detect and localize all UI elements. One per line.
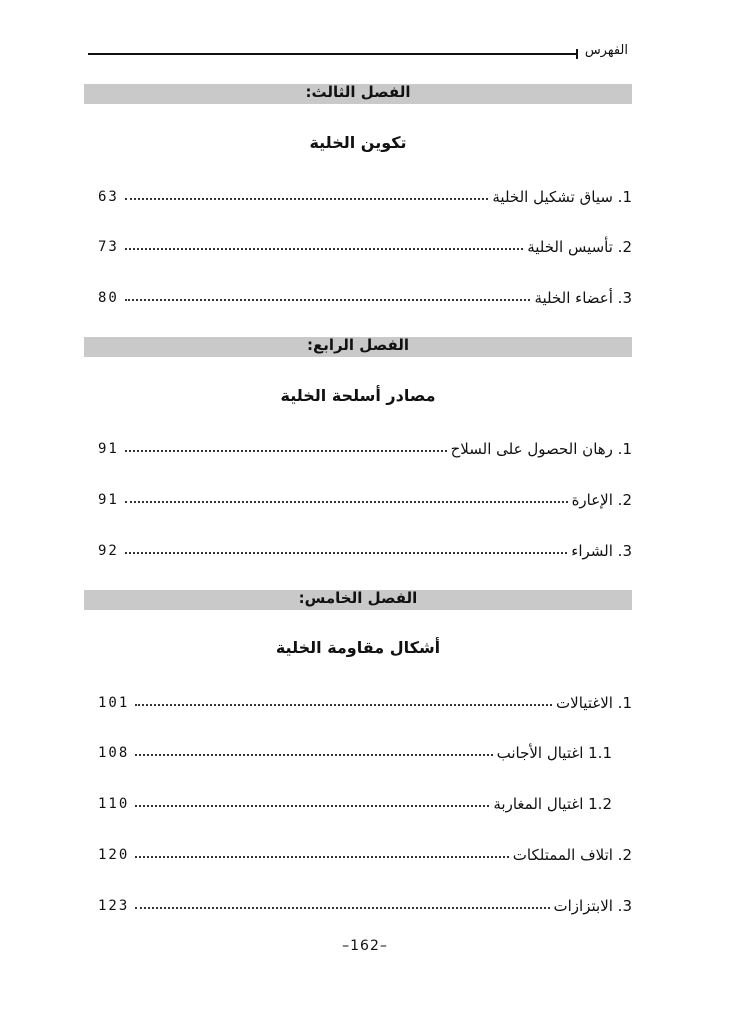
chapter-label: الفصل الثالث: <box>305 83 411 101</box>
toc-entry[interactable] <box>98 891 632 915</box>
toc-entry-title: 2. الإعارة <box>571 491 632 509</box>
toc-page-number: 108 <box>98 745 130 761</box>
chapter-title: أشكال مقاومة الخلية <box>275 638 441 657</box>
toc-page-number: 101 <box>98 695 130 711</box>
toc-entry[interactable] <box>98 840 632 864</box>
toc-entry[interactable] <box>98 688 632 712</box>
chapter-band <box>84 590 632 610</box>
toc-entry[interactable] <box>98 485 632 509</box>
toc-page-number: 123 <box>98 898 130 914</box>
toc-entry-title: 1. رهان الحصول على السلاح <box>450 440 632 458</box>
toc-entry[interactable] <box>98 536 632 560</box>
toc-entry[interactable] <box>98 232 632 256</box>
running-header-title: الفهرس <box>584 43 628 58</box>
chapter-band <box>84 337 632 357</box>
page-number: –162– <box>342 938 388 954</box>
chapter-label: الفصل الخامس: <box>298 589 418 607</box>
toc-page-number: 63 <box>98 189 119 205</box>
toc-entry[interactable] <box>98 434 632 458</box>
chapter-label: الفصل الرابع: <box>306 336 410 354</box>
toc-page-number: 73 <box>98 239 119 255</box>
toc-page-number: 91 <box>98 492 119 508</box>
dot-leader <box>135 855 508 858</box>
toc-page-number: 80 <box>98 290 119 306</box>
toc-page-number: 110 <box>98 796 130 812</box>
toc-entry-title: 2. اتلاف الممتلكات <box>512 846 632 864</box>
toc-entry[interactable] <box>98 182 632 206</box>
toc-entry-title: 1.1 اغتيال الأجانب <box>496 744 612 762</box>
header-rule <box>88 53 578 55</box>
dot-leader <box>135 804 489 807</box>
dot-leader <box>125 197 489 200</box>
toc-entry-title: 3. الابتزازات <box>553 897 632 915</box>
toc-entry[interactable] <box>98 283 632 307</box>
running-header <box>88 40 632 64</box>
toc-page-number: 92 <box>98 543 119 559</box>
dot-leader <box>125 449 447 452</box>
toc-entry-title: 1.2 اغتيال المغاربة <box>493 795 612 813</box>
chapter-title: تكوين الخلية <box>309 133 407 152</box>
toc-entry-title: 3. الشراء <box>571 542 632 560</box>
toc-subentry[interactable] <box>98 789 612 813</box>
chapter-title: مصادر أسلحة الخلية <box>280 386 436 405</box>
header-rule-end <box>576 49 578 59</box>
toc-page-number: 120 <box>98 847 130 863</box>
dot-leader <box>125 551 567 554</box>
dot-leader <box>125 298 531 301</box>
toc-subentry[interactable] <box>98 738 612 762</box>
toc-page-number: 91 <box>98 441 119 457</box>
dot-leader <box>135 703 552 706</box>
dot-leader <box>135 753 492 756</box>
dot-leader <box>135 906 549 909</box>
toc-entry-title: 2. تأسيس الخلية <box>527 238 632 256</box>
toc-entry-title: 3. أعضاء الخلية <box>534 289 632 307</box>
toc-entry-title: 1. سياق تشكيل الخلية <box>492 188 632 206</box>
toc-entry-title: 1. الاغتيالات <box>556 694 632 712</box>
dot-leader <box>125 500 568 503</box>
chapter-band <box>84 84 632 104</box>
dot-leader <box>125 247 523 250</box>
